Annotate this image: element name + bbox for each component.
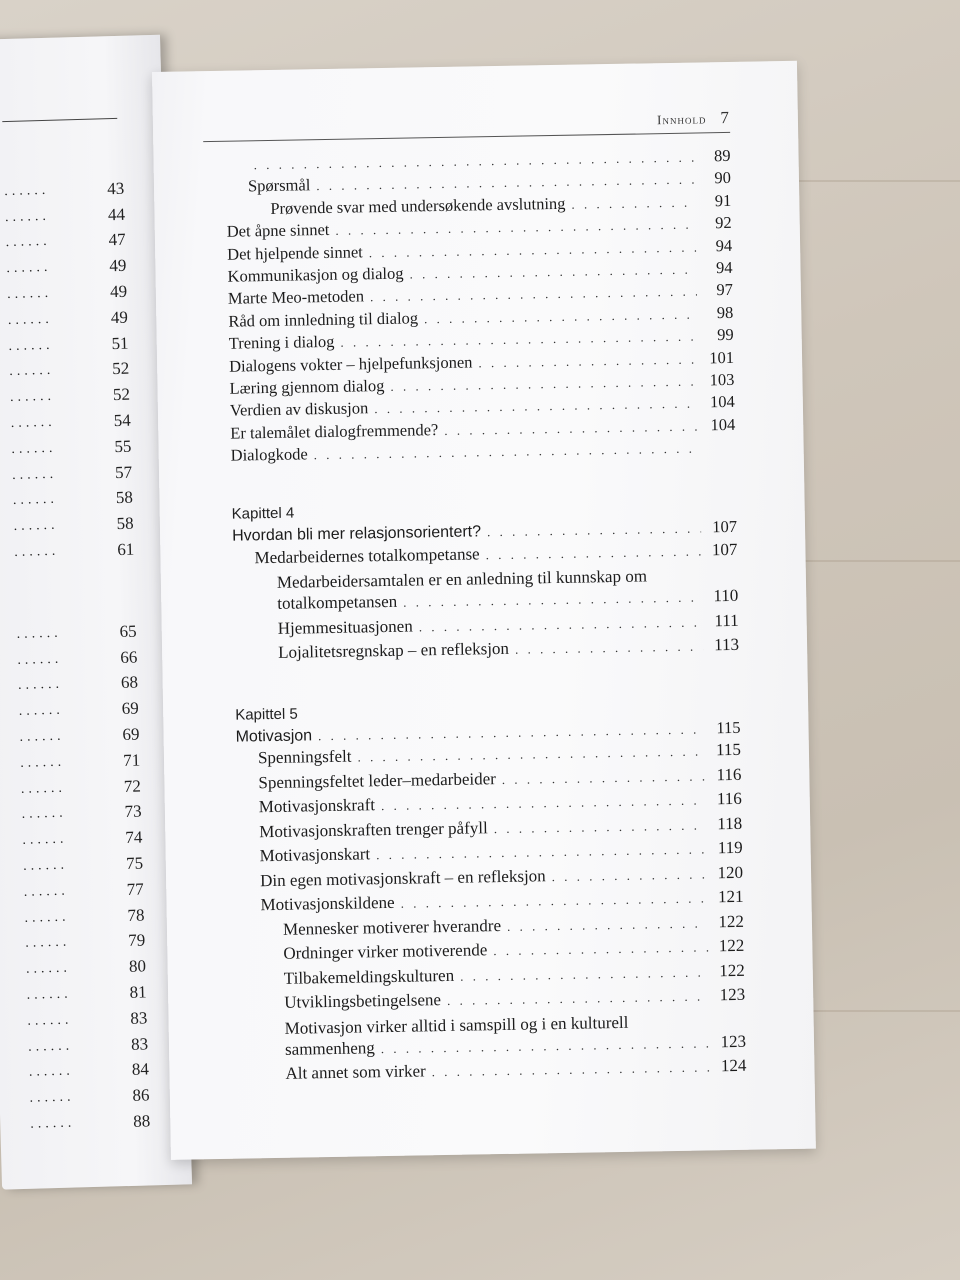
leader-dots: ......: [4, 208, 51, 225]
running-head-page-number: 7: [720, 107, 731, 128]
left-page-entry: [21, 799, 142, 828]
left-page-number: 49: [109, 281, 128, 302]
leader-dots: ......: [30, 1115, 76, 1132]
left-page-number: 61: [117, 539, 135, 560]
toc-entry-title: Mennesker motiverer hverandre: [282, 915, 502, 939]
toc-entry-title: Hjemmesituasjonen: [277, 616, 413, 638]
left-page-entry: [10, 382, 131, 411]
left-page-entry: [7, 305, 128, 334]
toc-entry-title: Det åpne sinnet: [226, 220, 330, 241]
toc-entry-page: 103: [709, 369, 735, 390]
left-page-number: 44: [107, 204, 126, 224]
leader-dots: [401, 891, 708, 912]
left-page-entry: [14, 537, 135, 566]
leader-dots: [335, 217, 696, 239]
toc-entry-page: 101: [709, 347, 735, 367]
left-page-entry: [26, 980, 147, 1009]
left-page-number: 43: [106, 178, 125, 199]
leader-dots: ......: [11, 466, 58, 483]
chapter-5-label: Kapittel 5: [235, 705, 298, 724]
left-page-number: 69: [122, 724, 140, 745]
toc-entry-title: Kommunikasjon og dialog: [227, 263, 404, 286]
chapter-5-entries: [236, 740, 747, 1089]
leader-dots: [357, 744, 705, 766]
toc-entry-title: Trening i dialog: [228, 331, 335, 353]
left-page-number: 65: [119, 621, 137, 641]
left-page-number: 73: [124, 801, 142, 822]
toc-entry-title: Er talemålet dialogfremmende?: [230, 419, 439, 443]
leader-dots: [409, 261, 696, 282]
left-page-number: 81: [129, 982, 147, 1002]
left-page-entry: [18, 696, 139, 725]
leader-dots: ......: [11, 440, 57, 457]
toc-entry-title: totalkompetansen: [277, 592, 398, 614]
toc-entry-page: 121: [717, 887, 744, 907]
leader-dots: ......: [26, 986, 72, 1003]
leader-dots: ......: [16, 625, 62, 642]
left-page-number: 58: [115, 488, 134, 508]
toc-entry-page: 107: [711, 539, 738, 560]
toc-entry-title: Læring gjennom dialog: [229, 375, 385, 398]
toc-entry-page: 119: [717, 838, 743, 858]
leader-dots: [369, 239, 697, 261]
leader-dots: [460, 964, 709, 984]
left-page-entry: [18, 670, 139, 699]
leader-dots: [424, 306, 698, 327]
left-page-entry: [20, 747, 141, 776]
left-page-number: 52: [112, 384, 131, 405]
left-page-number: 55: [114, 436, 132, 456]
chapter-5-title-page: 115: [716, 717, 741, 738]
leader-dots: [370, 284, 697, 306]
left-page-entry: [13, 485, 134, 514]
left-page-gap: [15, 563, 137, 622]
leader-dots: [507, 915, 708, 935]
chapter-4-label: Kapittel 4: [231, 505, 295, 524]
chapter-4-entries: [232, 540, 739, 669]
leader-dots: ......: [19, 728, 65, 745]
left-page-number: 71: [122, 750, 141, 770]
toc-entry-page: 104: [709, 392, 736, 412]
leader-dots: ......: [29, 1089, 75, 1106]
toc-entry-title: Medarbeidernes totalkompetanse: [254, 544, 480, 568]
toc-entry-title: Råd om innledning til dialog: [228, 308, 419, 331]
toc-entry-page: 99: [717, 325, 734, 345]
leader-dots: [381, 793, 706, 815]
toc-entry-page: 94: [715, 257, 733, 278]
leader-dots: [381, 1035, 711, 1057]
leader-dots: ......: [6, 285, 53, 303]
left-page-number: 83: [130, 1008, 148, 1028]
toc-entry-title: Dialogkode: [230, 444, 308, 465]
leader-dots: ......: [13, 517, 59, 535]
leader-dots: ......: [8, 337, 54, 354]
left-page-entry: [4, 176, 125, 205]
leader-dots: ......: [28, 1063, 75, 1081]
left-page-entry: [23, 876, 144, 905]
toc-entry-title: Tilbakemeldingskulturen: [283, 965, 455, 988]
leader-dots: [515, 639, 703, 658]
left-page-entry: [23, 851, 144, 880]
toc-entry-page: 111: [714, 610, 739, 631]
left-page-number: 58: [116, 513, 134, 534]
left-page-entry: [30, 1108, 151, 1137]
left-page-number: 52: [111, 359, 130, 379]
left-page-number: 74: [125, 827, 143, 848]
left-page-number: 47: [108, 230, 126, 250]
leader-dots: [314, 441, 700, 464]
left-page-number: 78: [127, 905, 145, 925]
toc-entry-page: 104: [710, 414, 736, 434]
leader-dots: ......: [23, 883, 70, 900]
left-page-number: 79: [127, 930, 146, 951]
leader-dots: ......: [27, 1012, 73, 1029]
leader-dots: ......: [9, 389, 56, 406]
leader-dots: [444, 418, 699, 438]
left-page-entry: [12, 459, 133, 488]
toc-entry-page: 118: [717, 813, 743, 833]
toc-entry-page: 110: [713, 586, 739, 606]
left-page-entry: [5, 202, 126, 231]
toc-entry-page: 120: [717, 862, 744, 883]
leader-dots: ......: [25, 934, 71, 952]
left-page-number: 49: [110, 307, 129, 328]
leader-dots: [376, 842, 707, 864]
toc-entry-page: 90: [714, 168, 732, 188]
header-rule: [203, 132, 730, 142]
toc-entry-title: Lojalitetsregnskap – en refleksjon: [277, 639, 510, 663]
leader-dots: ......: [25, 960, 72, 977]
toc-entry-page: 123: [719, 985, 746, 1005]
left-page-entry: [22, 825, 143, 854]
left-page-entry: [25, 928, 146, 957]
left-page-number-column: [4, 176, 151, 1138]
left-page-entry: [11, 434, 132, 463]
left-page-number: 49: [109, 256, 127, 276]
left-page-entry: [13, 511, 134, 540]
leader-dots: [552, 866, 708, 885]
leader-dots: [502, 768, 706, 788]
toc-entry-title: Alt annet som virker: [285, 1061, 426, 1084]
left-page-entry: [5, 227, 126, 256]
left-page-rule: [2, 118, 117, 122]
left-page-number: 57: [114, 462, 133, 482]
running-head-label: Innhold: [656, 111, 707, 128]
leader-dots: [374, 396, 699, 418]
left-page-entry: [29, 1083, 150, 1112]
toc-entry-title: Det hjelpende sinnet: [227, 241, 363, 264]
toc-entry-title: Motivasjonskildene: [260, 893, 395, 915]
left-page-number: 51: [111, 333, 129, 353]
toc-entry-title: Ordninger virker motiverende: [283, 940, 488, 964]
left-page-entry: [28, 1031, 149, 1060]
left-page-entry: [26, 954, 147, 983]
toc-entry-page: 115: [715, 740, 742, 760]
leader-dots: [340, 329, 697, 351]
leader-dots: ......: [12, 492, 59, 509]
left-page-number: 84: [131, 1059, 150, 1080]
chapter-4-title: Hvordan bli mer relasjonsorientert?: [231, 523, 482, 546]
left-page-entry: [29, 1057, 150, 1086]
left-page-entry: [10, 408, 131, 437]
toc-entry-title: Dialogens vokter – hjelpefunksjonen: [228, 351, 473, 376]
left-page-number: 80: [128, 956, 147, 977]
left-page-entry: [27, 1005, 148, 1034]
left-page-entry: [19, 722, 140, 751]
left-page-number: 68: [120, 673, 139, 693]
toc-entry-title: Spenningsfeltet leder–medarbeider: [258, 768, 496, 792]
toc-entry-title: Spørsmål: [247, 175, 311, 196]
toc-entry-title-line: Medarbeidersamtalen er en anledning til kunnskap om: [276, 566, 648, 593]
left-page-number: 66: [120, 647, 138, 667]
toc-entry-title: Verdien av diskusjon: [229, 398, 369, 420]
left-page-entry: [21, 773, 142, 802]
toc-entry-page: 98: [716, 302, 734, 322]
leader-dots: ......: [24, 909, 70, 926]
left-page-number: 54: [113, 410, 131, 431]
toc-entry-title: Motivasjonskraften trenger påfyll: [259, 818, 488, 841]
toc-entry-page: 94: [715, 235, 733, 255]
leader-dots: ......: [17, 651, 63, 668]
leader-dots: ......: [5, 234, 51, 251]
chapter-5-title: Motivasjon: [235, 727, 313, 746]
leader-dots: [403, 590, 702, 611]
left-page-entry: [9, 356, 130, 385]
leader-dots: ......: [9, 363, 55, 380]
chapter-4-title-page: 107: [712, 517, 738, 537]
leader-dots: ......: [20, 754, 66, 771]
leader-dots: ......: [4, 182, 50, 199]
left-page-entry: [16, 619, 137, 648]
toc-entry-page: 89: [713, 145, 731, 166]
toc-entry-page: 91: [714, 190, 732, 210]
toc-entry-page: 124: [720, 1056, 747, 1076]
leader-dots: ......: [22, 831, 68, 849]
leader-dots: [316, 172, 695, 195]
toc-entry-page: [706, 452, 736, 453]
toc-entry-title: Motivasjonskraft: [258, 795, 376, 817]
left-page-number: 75: [125, 853, 144, 873]
toc-entry-title: Spenningsfelt: [257, 746, 352, 768]
leader-dots: ......: [14, 543, 60, 561]
right-page: [152, 61, 816, 1160]
toc-entry-title-line: Motivasjon virker alltid i samspill og i en kulturell: [284, 1012, 629, 1038]
leader-dots: ......: [18, 702, 64, 720]
left-page-number: 77: [126, 879, 145, 899]
leader-dots: [486, 543, 702, 563]
toc-entry-page: 113: [714, 635, 740, 655]
leader-dots: [571, 194, 695, 212]
leader-dots: ......: [6, 260, 52, 277]
toc-entry-page: 116: [716, 789, 742, 809]
left-page-number: 83: [130, 1034, 149, 1054]
leader-dots: ......: [20, 780, 67, 797]
leader-dots: [419, 614, 703, 635]
leader-dots: [478, 351, 698, 371]
left-page-number: 86: [132, 1085, 150, 1106]
toc-entry-page: 122: [718, 936, 745, 956]
leader-dots: [493, 940, 708, 960]
toc-entry-title: Motivasjonskart: [259, 844, 371, 866]
leader-dots: [447, 989, 709, 1010]
toc-entry-page: 123: [720, 1031, 747, 1051]
leader-dots: [494, 817, 707, 837]
leader-dots: ......: [27, 1038, 74, 1055]
leader-dots: ......: [21, 806, 67, 823]
leader-dots: [390, 373, 698, 394]
running-head: [657, 108, 730, 129]
left-page-entry: [17, 644, 138, 673]
table-of-contents: [225, 146, 746, 1089]
leader-dots: ......: [22, 857, 69, 874]
left-page-entry: [8, 330, 129, 359]
toc-entry-title: Marte Meo-metoden: [227, 286, 365, 309]
left-page-number: 88: [132, 1111, 151, 1131]
left-page-number: 69: [121, 698, 139, 719]
leader-dots: ......: [10, 414, 56, 432]
left-page-number: 72: [123, 776, 142, 796]
toc-entry-page: 92: [715, 213, 732, 233]
leader-dots: ......: [17, 677, 64, 694]
toc-entry-title: Utviklingsbetingelsene: [284, 990, 442, 1013]
toc-entry-title: Din egen motivasjonskraft – en refleksjon: [259, 866, 546, 890]
toc-entry-page: 122: [719, 960, 745, 980]
left-page-entry: [6, 253, 127, 282]
toc-entry-page: 97: [716, 280, 734, 300]
leader-dots: ......: [7, 311, 54, 328]
toc-entry-title: sammenheng: [284, 1038, 375, 1059]
toc-entry-title: Prøvende svar med undersøkende avslutning: [270, 193, 566, 218]
toc-continued-section: [225, 146, 735, 468]
left-page-entry: [24, 902, 145, 931]
toc-entry-page: 116: [716, 764, 742, 785]
toc-entry-page: 122: [718, 911, 745, 931]
leader-dots: [432, 1060, 711, 1081]
left-page-entry: [7, 279, 128, 308]
